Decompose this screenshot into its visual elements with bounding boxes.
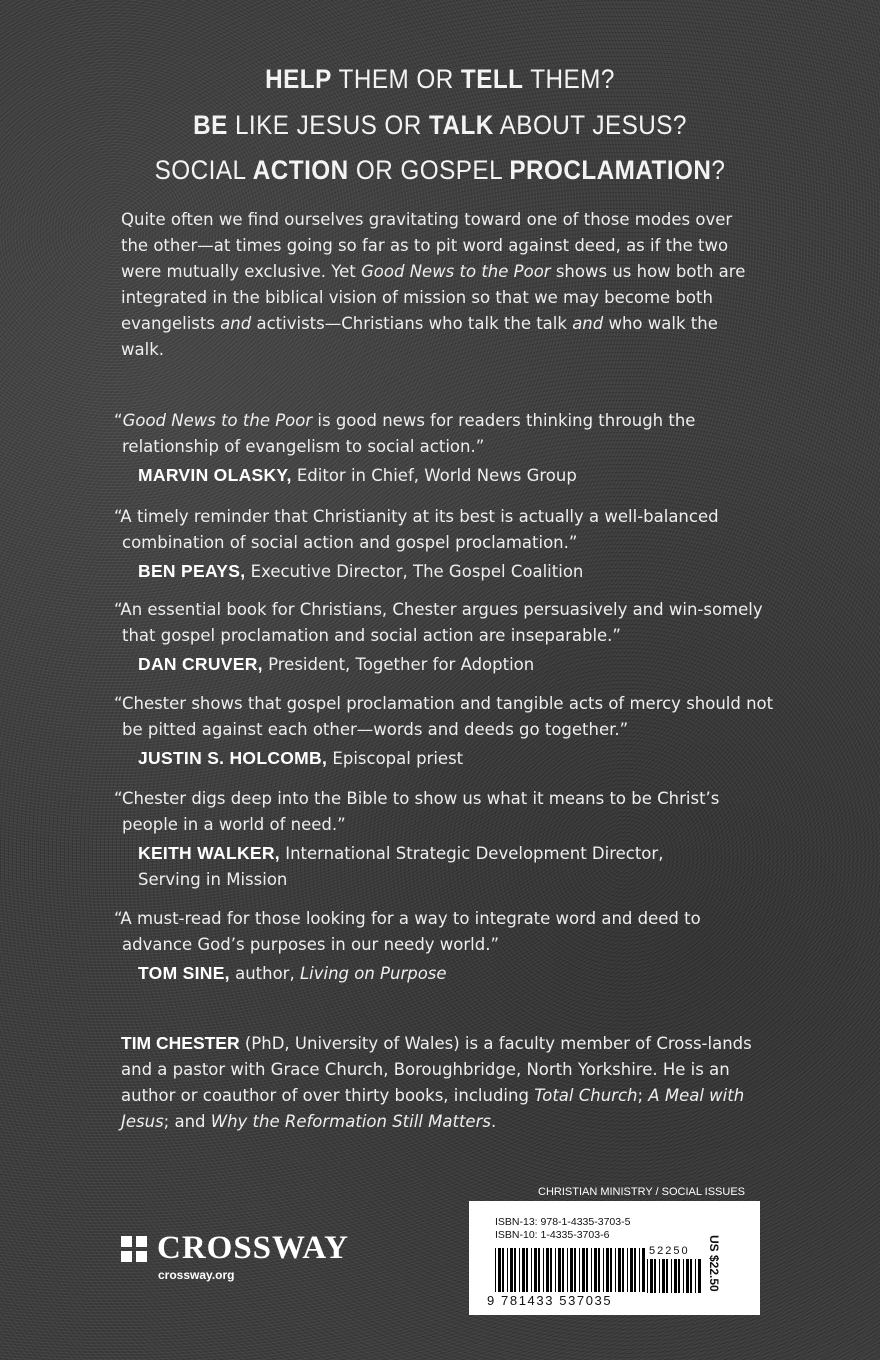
bio-book-1: Total Church [534, 1086, 638, 1105]
bio-text: (PhD, University of Wales) is a faculty member of Cross-lands and a pastor with Grace Church, Boroughbridge, North Yorkshire. He is an author or coauthor of over thirty books, including [121, 1034, 752, 1105]
endorsement [114, 504, 774, 585]
headline-2 [44, 110, 836, 141]
headline-1-a: HELP [265, 64, 332, 94]
endorser [114, 960, 774, 987]
description-paragraph [121, 207, 761, 363]
headline-3-e: ? [711, 155, 726, 185]
headline-3 [44, 155, 836, 186]
quote-book-title: Good News to the Poor [122, 411, 313, 430]
headline-3-a: SOCIAL [154, 155, 253, 185]
endorsement-text: “Chester digs deep into the Bible to show us what it means to be Christ’s people in a world of need.” [114, 789, 720, 834]
endorser-role-line2: Serving in Mission [138, 870, 288, 889]
endorser-name: BEN PEAYS, [138, 561, 246, 581]
blurb-text-2: shows us how both are integrated in the biblical vision of mission so that we may become both evangelists [121, 262, 746, 333]
endorser-role: Episcopal priest [327, 749, 464, 768]
headline-3-d: PROCLAMATION [509, 155, 712, 185]
endorser-name: TOM SINE, [138, 963, 230, 983]
headline-1-d: THEM? [523, 64, 615, 94]
barcode-addon-bars [647, 1259, 701, 1293]
endorser-name: JUSTIN S. HOLCOMB, [138, 748, 328, 768]
book-title: Good News to the Poor [361, 262, 551, 281]
bio-book-3: Why the Reformation Still Matters [210, 1112, 491, 1131]
endorsement [114, 597, 774, 678]
endorser [114, 651, 774, 678]
headline-2-a: BE [193, 110, 228, 140]
isbn-10: ISBN-10: 1-4335-3703-6 [495, 1229, 610, 1241]
endorser-name: DAN CRUVER, [138, 654, 263, 674]
barcode-addon-digits: 52250 [649, 1245, 690, 1257]
endorser [114, 745, 774, 772]
blurb-and-1: and [220, 314, 252, 333]
barcode-digits: 9 781433 537035 [487, 1293, 613, 1308]
endorsement-text: “An essential book for Christians, Chester argues persuasively and win-somely that gospel proclamation and social action are inseparable.” [114, 600, 763, 645]
endorser-role: President, Together for Adoption [262, 655, 535, 674]
publisher-url: crossway.org [158, 1268, 235, 1282]
blurb-and-2: and [572, 314, 604, 333]
isbn-13: ISBN-13: 978-1-4335-3703-5 [495, 1216, 631, 1228]
author-name: TIM CHESTER [121, 1033, 240, 1053]
endorser-name: KEITH WALKER, [138, 843, 280, 863]
headline-1 [44, 64, 836, 95]
bio-sep-1: ; [637, 1086, 649, 1105]
endorser-role: author, [229, 964, 300, 983]
headline-1-c: TELL [460, 64, 524, 94]
headline-2-b: LIKE JESUS OR [227, 110, 429, 140]
endorsement [114, 786, 774, 893]
bio-book-2: A Meal with Jesus [121, 1086, 745, 1131]
endorser [114, 840, 774, 893]
blurb-text-4: who walk the walk. [121, 314, 718, 359]
endorsement-text: “Chester shows that gospel proclamation and tangible acts of mercy should not be pitted against each other—words and deeds go together.” [114, 694, 774, 739]
headline-1-b: THEM OR [331, 64, 461, 94]
category-label: CHRISTIAN MINISTRY / SOCIAL ISSUES [538, 1186, 746, 1198]
quote-open: “ [114, 411, 123, 430]
endorsement-text [114, 408, 774, 460]
endorsement-text: “A timely reminder that Christianity at its best is actually a well-balanced combination of social action and gospel proclamation.” [114, 507, 719, 552]
endorsement [114, 408, 774, 489]
endorser-book: Living on Purpose [299, 964, 447, 983]
headline-3-b: ACTION [252, 155, 349, 185]
blurb-text-1: Quite often we find ourselves gravitating toward one of those modes over the other—at times going so far as to pit word against deed, as if the two were mutually exclusive. Yet [121, 210, 733, 281]
bio-sep-2: ; and [163, 1112, 211, 1131]
publisher-name: CROSSWAY [157, 1230, 350, 1266]
barcode-box [469, 1201, 760, 1315]
endorsement [114, 691, 774, 772]
headline-3-c: OR GOSPEL [348, 155, 510, 185]
endorser-role: Editor in Chief, World News Group [291, 466, 577, 485]
endorsement-text: “A must-read for those looking for a way to integrate word and deed to advance God’s purposes in our needy world.” [114, 909, 701, 954]
price-label: US $22.50 [707, 1235, 721, 1292]
endorser-role: International Strategic Development Director, [279, 844, 664, 863]
endorser-name: MARVIN OLASKY, [138, 465, 292, 485]
endorser [114, 558, 774, 585]
crossway-cross-icon [121, 1236, 147, 1262]
endorsement [114, 906, 774, 987]
endorser-role: Executive Director, The Gospel Coalition [245, 562, 584, 581]
bio-end: . [490, 1112, 497, 1131]
headline-2-d: ABOUT JESUS? [493, 110, 687, 140]
headline-2-c: TALK [428, 110, 494, 140]
quote-text: is good news for readers thinking through the relationship of evangelism to social action.” [122, 411, 696, 456]
author-bio [121, 1030, 761, 1135]
endorser [114, 462, 774, 489]
blurb-text-3: activists—Christians who talk the talk [251, 314, 573, 333]
